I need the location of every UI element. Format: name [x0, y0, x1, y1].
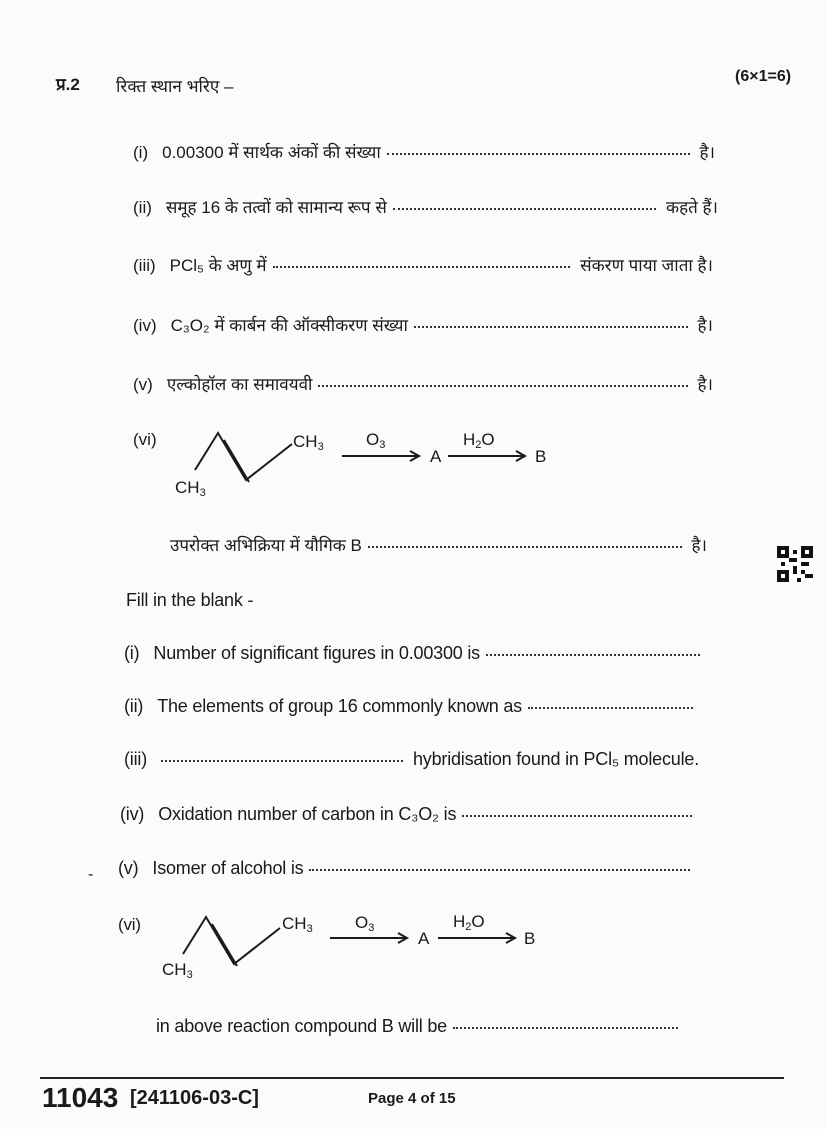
reagent-water: $H_2O$	[453, 912, 485, 933]
item-suffix: है।	[691, 536, 707, 555]
item-number: (vi)	[118, 915, 141, 934]
item-suffix: है।	[697, 316, 713, 335]
item-number: (v)	[133, 375, 153, 394]
item-suffix: है।	[697, 375, 713, 394]
item-text: एल्कोहॉल का समावयवी	[166, 375, 313, 394]
item-number: (i)	[124, 643, 140, 663]
item-text: Number of significant figures in 0.00300 is	[153, 643, 480, 663]
hindi-item-2	[133, 195, 718, 218]
hindi-item-4	[133, 313, 713, 336]
product-b: B	[535, 447, 547, 466]
item-text: Oxidation number of carbon in C₃O₂ is	[158, 804, 457, 824]
product-a: A	[418, 929, 430, 948]
item-text: Isomer of alcohol is	[152, 858, 304, 878]
item-number: (v)	[118, 858, 139, 878]
english-item-2	[124, 696, 699, 717]
reagent-ozone: $O_3$	[355, 913, 375, 934]
item-number: (ii)	[124, 696, 144, 716]
reaction-arrow-1	[342, 450, 424, 462]
item-text: उपरोक्त अभिक्रिया में यौगिक B	[170, 536, 362, 555]
item-text: The elements of group 16 commonly known as	[157, 696, 522, 716]
item-number: (ii)	[133, 198, 152, 217]
methyl-group-top: $CH_3$	[282, 914, 313, 935]
marks-allocation: (6×1=6)	[735, 68, 792, 85]
reaction-arrow-2	[448, 450, 530, 462]
english-item-1	[124, 643, 706, 664]
blank-line	[318, 384, 687, 387]
blank-line	[393, 207, 656, 210]
reagent-ozone: $O_3$	[366, 430, 386, 451]
paper-subcode: [241106-03-C]	[130, 1087, 259, 1109]
blank-line	[528, 706, 693, 709]
item-text: hybridisation found in PCl₅ molecule.	[412, 749, 699, 769]
reaction-arrow-1	[330, 932, 412, 944]
item-text: 0.00300 में सार्थक अंकों की संख्या	[162, 143, 381, 162]
blank-line	[414, 325, 688, 328]
reaction-arrow-2	[438, 932, 520, 944]
english-item-4	[120, 804, 698, 825]
methyl-group-top: $CH_3$	[293, 432, 324, 453]
question-title: रिक्त स्थान भरिए –	[116, 77, 234, 96]
blank-line	[273, 265, 571, 268]
item-number: (vi)	[133, 430, 157, 449]
product-b: B	[524, 929, 536, 948]
english-heading: Fill in the blank -	[126, 590, 254, 610]
item-number: (iv)	[133, 316, 157, 335]
methyl-group-bottom: $CH_3$	[162, 960, 193, 981]
item-text: समूह 16 के तत्वों को सामान्य रूप से	[165, 198, 387, 217]
blank-line	[161, 759, 403, 762]
product-a: A	[430, 447, 442, 466]
blank-line	[462, 814, 692, 817]
item-number: (iii)	[124, 749, 147, 769]
item-number: (iii)	[133, 256, 156, 275]
page-number: Page 4 of 15	[368, 1090, 456, 1107]
hindi-item-3	[133, 253, 713, 276]
item-suffix: है।	[699, 143, 715, 162]
hindi-item-1	[133, 140, 715, 163]
paper-code: 11043	[42, 1082, 119, 1113]
item-text: PCl₅ के अणु में	[169, 256, 267, 275]
blank-line	[309, 868, 690, 871]
english-compound-b-line	[156, 1016, 684, 1037]
blank-line	[387, 152, 690, 155]
blank-line	[453, 1026, 678, 1029]
footer-rule	[40, 1077, 784, 1079]
hindi-item-5	[133, 372, 713, 395]
reagent-water: $H_2O$	[463, 430, 495, 451]
english-item-5	[118, 858, 696, 879]
hindi-compound-b-line	[170, 533, 707, 556]
blank-line	[486, 653, 700, 656]
item-suffix: संकरण पाया जाता है।	[580, 256, 713, 275]
margin-mark: -	[88, 866, 94, 883]
methyl-group-bottom: $CH_3$	[175, 478, 206, 499]
question-number: प्र.2	[56, 75, 80, 94]
item-suffix: कहते हैं।	[666, 198, 718, 217]
item-text: C₃O₂ में कार्बन की ऑक्सीकरण संख्या	[170, 316, 408, 335]
qr-code	[777, 546, 813, 582]
item-text: in above reaction compound B will be	[156, 1016, 447, 1036]
blank-line	[368, 545, 682, 548]
item-number: (i)	[133, 143, 149, 162]
item-number: (iv)	[120, 804, 145, 824]
english-item-3	[124, 749, 699, 770]
